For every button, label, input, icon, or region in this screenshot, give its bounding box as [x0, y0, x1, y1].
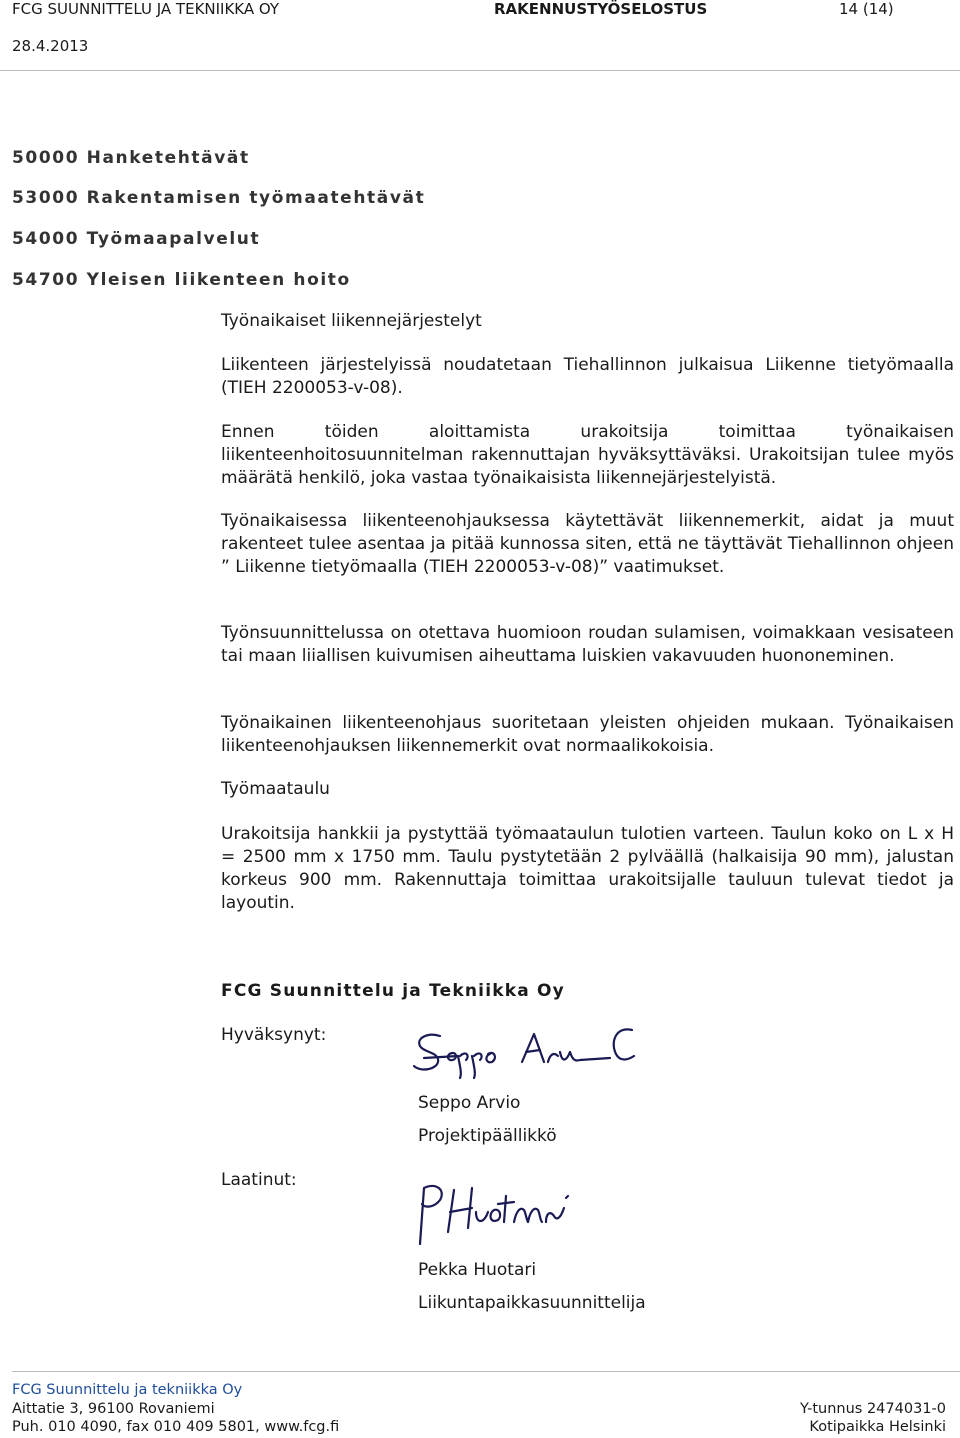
- paragraph-5: Työnaikainen liikenteenohjaus suoritetaan yleisten ohjeiden mukaan. Työnaikaisen liikenteenohjauksen liikennemerkit ovat normaalikokoisia.: [221, 713, 954, 756]
- paragraph-4: Työnsuunnittelussa on otettava huomioon roudan sulamisen, voimakkaan vesisateen tai maan liiallisen kuivumisen aiheuttama luiskien vakavuuden huononeminen.: [221, 623, 954, 666]
- paragraph-1: Liikenteen järjestelyissä noudatetaan Tiehallinnon julkaisua Liikenne tietyömaalla (TIEH 2200053-v-08).: [221, 355, 954, 398]
- header-divider: [0, 70, 960, 71]
- heading-50000: 50000 Hanketehtävät: [12, 148, 250, 168]
- document-date: 28.4.2013: [12, 37, 89, 55]
- paragraph-3: Työnaikaisessa liikenteenohjauksessa käytettävät liikennemerkit, aidat ja muut rakenteet tulee asentaa ja pitää kunnossa siten, että ne täyttävät Tiehallinnon ohjeen ” Liikenne tietyömaalla (TIEH 2200053-v-08)” vaatimukset.: [221, 511, 954, 577]
- footer-domicile: Kotipaikka Helsinki: [809, 1419, 946, 1435]
- prepared-label: Laatinut:: [221, 1170, 297, 1190]
- heading-54700: 54700 Yleisen liikenteen hoito: [12, 270, 351, 290]
- signature-seppo-arvio: [410, 1022, 650, 1082]
- heading-54000: 54000 Työmaapalvelut: [12, 229, 261, 249]
- footer-address: Aittatie 3, 96100 Rovaniemi: [12, 1401, 215, 1417]
- preparer-title: Liikuntapaikkasuunnittelija: [418, 1293, 646, 1313]
- footer-divider: [12, 1371, 960, 1372]
- signature-company: FCG Suunnittelu ja Tekniikka Oy: [221, 981, 565, 1001]
- section-title-site-board: Työmaataulu: [221, 779, 330, 799]
- document-title: RAKENNUSTYÖSELOSTUS: [494, 0, 708, 18]
- footer-company: FCG Suunnittelu ja tekniikka Oy: [12, 1382, 243, 1398]
- section-title-traffic: Työnaikaiset liikennejärjestelyt: [221, 311, 482, 331]
- approver-name: Seppo Arvio: [418, 1093, 521, 1113]
- header-company: FCG SUUNNITTELU JA TEKNIIKKA OY: [12, 0, 280, 18]
- paragraph-site-board: Urakoitsija hankkii ja pystyttää työmaataulun tulotien varteen. Taulun koko on L x H = 2500 mm x 1750 mm. Taulu pystytetään 2 pylväällä (halkaisija 90 mm), jalustan korkeus 900 mm. Rakennuttaja toimittaa urakoitsijalle tauluun tulevat tiedot ja layoutin.: [221, 824, 954, 913]
- footer-business-id: Y-tunnus 2474031-0: [799, 1401, 946, 1417]
- preparer-name: Pekka Huotari: [418, 1260, 537, 1280]
- heading-53000: 53000 Rakentamisen työmaatehtävät: [12, 188, 426, 208]
- footer-contact: Puh. 010 4090, fax 010 409 5801, www.fcg.fi: [12, 1419, 340, 1435]
- approver-title: Projektipäällikkö: [418, 1126, 557, 1146]
- signature-pekka-huotari: [410, 1178, 580, 1250]
- paragraph-2: Ennen töiden aloittamista urakoitsija toimittaa työnaikaisen liikenteenhoitosuunnitelman rakennuttajan hyväksyttäväksi. Urakoitsijan tulee myös määrätä henkilö, joka vastaa työnaikaisista liikennejärjestelyistä.: [221, 422, 954, 488]
- approved-label: Hyväksynyt:: [221, 1025, 327, 1045]
- page-number: 14 (14): [839, 0, 894, 18]
